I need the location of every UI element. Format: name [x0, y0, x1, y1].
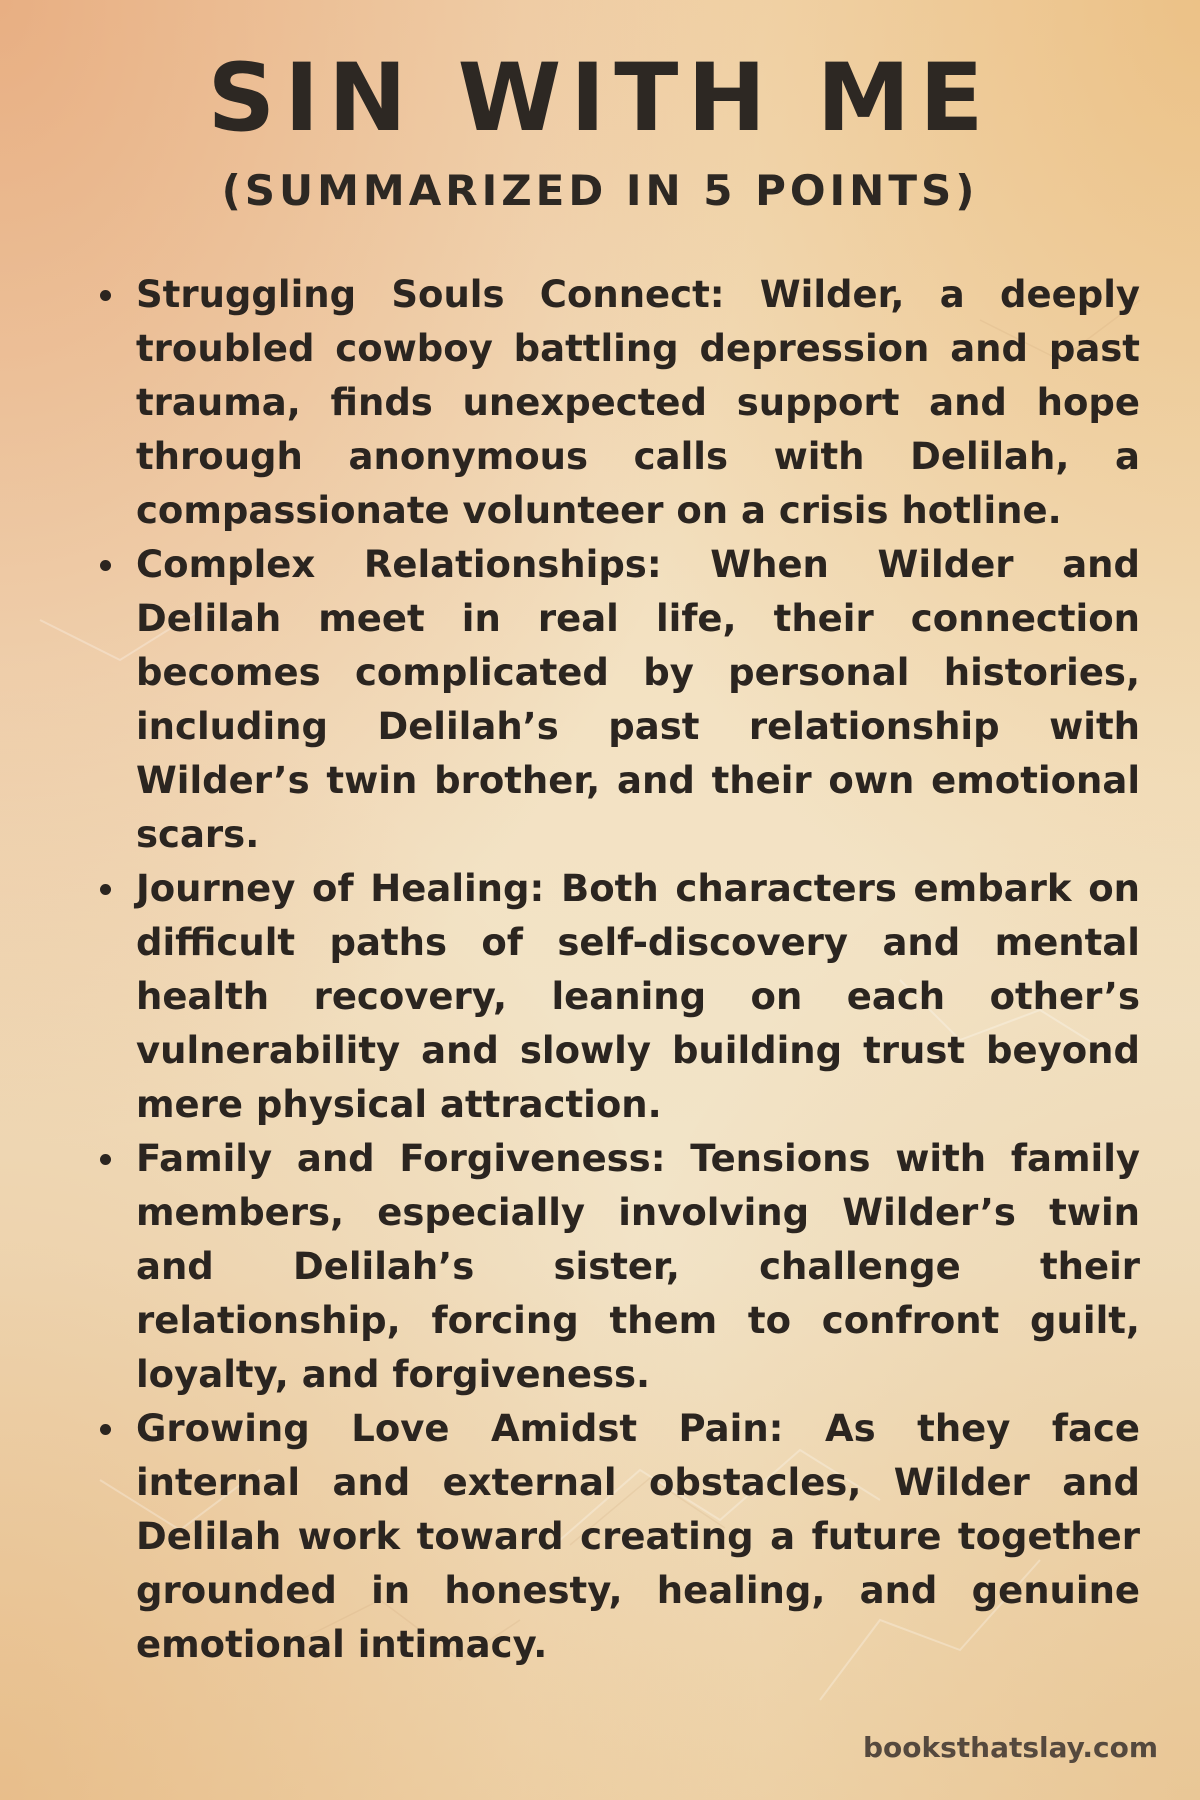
bullet-icon [100, 560, 111, 571]
summary-point-text: Growing Love Amidst Pain: As they face internal and external obstacles, Wilder and Delilah work toward creating a future together grounded in honesty, healing, and genuine emotional intimacy. [136, 1407, 1140, 1666]
summary-point-2 [100, 538, 1140, 862]
summary-point-5 [100, 1402, 1140, 1672]
summary-point-text: Journey of Healing: Both characters embark on difficult paths of self-discovery and mental health recovery, leaning on each other’s vulnerability and slowly building trust beyond mere physical attraction. [136, 867, 1140, 1126]
summary-point-4 [100, 1132, 1140, 1402]
bullet-icon [100, 1154, 111, 1165]
bullet-icon [100, 290, 111, 301]
page-subtitle: (SUMMARIZED IN 5 POINTS) [221, 166, 979, 215]
bullet-icon [100, 1424, 111, 1435]
site-watermark: booksthatslay.com [862, 1731, 1158, 1764]
page-title: SIN WITH ME [207, 44, 993, 153]
summary-points-list [100, 268, 1140, 1672]
summary-point-3 [100, 862, 1140, 1132]
summary-point-text: Struggling Souls Connect: Wilder, a deeply troubled cowboy battling depression and past trauma, finds unexpected support and hope through anonymous calls with Delilah, a compassionate volunteer on a crisis hotline. [136, 273, 1140, 532]
title-block [0, 44, 1200, 215]
bullet-icon [100, 884, 111, 895]
summary-point-text: Complex Relationships: When Wilder and Delilah meet in real life, their connection becomes complicated by personal histories, including Delilah’s past relationship with Wilder’s twin brother, and their own emotional scars. [136, 543, 1140, 856]
summary-point-text: Family and Forgiveness: Tensions with family members, especially involving Wilder’s twin and Delilah’s sister, challenge their relationship, forcing them to confront guilt, loyalty, and forgiveness. [136, 1137, 1140, 1396]
summary-point-1 [100, 268, 1140, 538]
